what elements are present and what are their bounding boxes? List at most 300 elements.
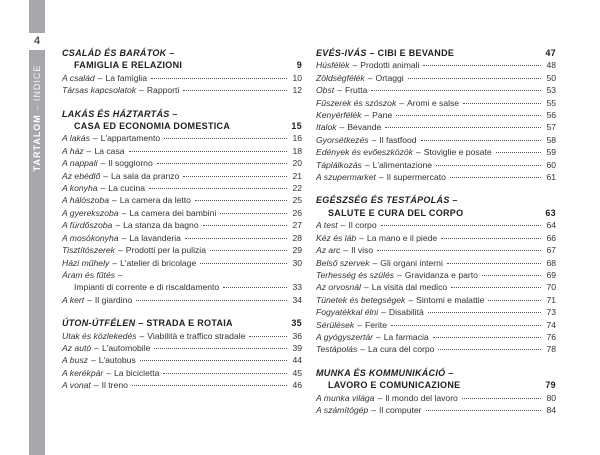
dot-leader: [151, 78, 287, 79]
entry-sep: –: [381, 307, 386, 318]
entry-page-number: 64: [546, 220, 556, 231]
toc-entry[interactable]: [62, 132, 302, 144]
section-page-number: 35: [291, 318, 302, 329]
section-heading-line[interactable]: [62, 317, 302, 329]
entry-hu: Fűszerek és szószok: [316, 97, 397, 108]
entry-sep: –: [337, 85, 342, 96]
section-page-number: 9: [296, 60, 302, 71]
entry-sep: –: [94, 342, 99, 353]
dot-leader: [433, 337, 541, 338]
dot-leader: [220, 213, 287, 214]
entry-hu: Az autó: [62, 342, 92, 353]
dot-leader: [482, 275, 541, 276]
entry-page-number: 21: [292, 170, 302, 181]
entry-it: Rapporti: [146, 85, 180, 96]
dot-leader: [447, 263, 541, 264]
toc-entry[interactable]: [316, 109, 556, 121]
entry-page-number: 58: [546, 134, 556, 145]
entry-sep: –: [106, 367, 112, 378]
entry-hu: Társas kapcsolatok: [62, 85, 137, 96]
toc-entry[interactable]: [62, 219, 302, 231]
entry-it: Gli organi interni: [380, 257, 443, 268]
section-heading-line[interactable]: [316, 379, 556, 391]
entry-sep: –: [100, 183, 106, 194]
entry-it: Pane: [372, 110, 393, 121]
entry-sep: –: [399, 97, 405, 108]
entry-sep: –: [93, 380, 99, 391]
entry-page-number: 80: [546, 392, 556, 403]
entry-hu: A ház: [62, 145, 84, 156]
toc-entry[interactable]: [316, 244, 556, 256]
entry-it: Il computer: [379, 404, 422, 415]
entry-sep: –: [92, 133, 98, 144]
entry-page-number: 70: [546, 282, 556, 293]
entry-hu: Áram és fűtés: [62, 269, 116, 280]
toc-entry[interactable]: [316, 281, 556, 293]
entry-sep: –: [340, 220, 346, 231]
toc-entry[interactable]: [316, 146, 556, 158]
entry-sep: –: [121, 232, 127, 243]
entry-it: L'atelier di bricolage: [120, 257, 197, 268]
entry-sep: –: [378, 172, 384, 183]
entry-it: Stoviglie e posate: [423, 147, 492, 158]
toc-section: [316, 47, 556, 183]
entry-it: L'automobile: [101, 342, 151, 353]
section-heading-sep: –: [366, 48, 378, 58]
dot-leader: [396, 115, 541, 116]
sidebar-label-it: INDICE: [32, 64, 42, 102]
dot-leader: [496, 152, 541, 153]
entry-page-number: 26: [292, 207, 302, 218]
entry-page-number: 73: [546, 307, 556, 318]
entry-it: La lavanderia: [129, 232, 181, 243]
dot-leader: [423, 65, 541, 66]
entry-page-number: 50: [546, 72, 556, 83]
toc-entry[interactable]: [316, 84, 556, 96]
entry-hu: Tünetek és betegségek: [316, 294, 406, 305]
toc-entry[interactable]: [316, 171, 556, 183]
dot-leader: [164, 138, 287, 139]
dot-leader: [185, 238, 287, 239]
dot-leader: [183, 176, 287, 177]
entry-page-number: 33: [292, 282, 302, 293]
section-heading-hu: LAKÁS ÉS HÁZTARTÁS –: [62, 108, 178, 119]
entry-hu: Italok: [316, 122, 337, 133]
section-heading-hu: MUNKA ÉS KOMMUNIKÁCIÓ –: [316, 367, 454, 378]
dot-leader: [223, 287, 287, 288]
entry-hu: A fürdőszoba: [62, 220, 113, 231]
dot-leader: [391, 325, 541, 326]
entry-page-number: 60: [546, 159, 556, 170]
toc-section: [62, 108, 302, 307]
entry-it: Il fastfood: [379, 134, 417, 145]
entry-sep: –: [118, 269, 123, 280]
toc-entry-hu-line: [62, 269, 302, 281]
entry-it: La visita dal medico: [371, 282, 448, 293]
dot-leader: [451, 287, 541, 288]
entry-page-number: 46: [292, 380, 302, 391]
entry-sep: –: [139, 330, 145, 341]
toc-entry[interactable]: [62, 207, 302, 219]
entry-hu: Utak és közlekedés: [62, 330, 137, 341]
toc-entry[interactable]: [316, 121, 556, 133]
entry-sep: –: [415, 147, 421, 158]
toc-section: [62, 47, 302, 97]
section-heading-line[interactable]: [62, 120, 302, 132]
toc-entry[interactable]: [62, 232, 302, 244]
entry-it: Il giardino: [94, 294, 133, 305]
dot-leader: [488, 300, 541, 301]
entry-page-number: 25: [292, 195, 302, 206]
entry-page-number: 28: [292, 232, 302, 243]
entry-page-number: 39: [292, 342, 302, 353]
entry-it: Il mondo del lavoro: [385, 392, 458, 403]
toc-entry[interactable]: [316, 72, 556, 84]
section-page-number: 79: [545, 380, 556, 391]
toc-entry[interactable]: [62, 281, 302, 293]
toc-entry[interactable]: [316, 392, 556, 404]
toc-entry[interactable]: [316, 159, 556, 171]
entry-sep: –: [121, 207, 127, 218]
dot-leader: [129, 151, 287, 152]
entry-page-number: 44: [292, 355, 302, 366]
section-heading-text: [316, 47, 540, 59]
entry-sep: –: [372, 257, 378, 268]
section-heading: [316, 194, 556, 219]
entry-page-number: 27: [292, 220, 302, 231]
entry-page-number: 55: [546, 97, 556, 108]
toc-entry[interactable]: [62, 157, 302, 169]
entry-hu: Zöldségfélék: [316, 72, 365, 83]
entry-it: Il supermercato: [386, 172, 446, 183]
dot-leader: [183, 90, 287, 91]
entry-page-number: 61: [546, 172, 556, 183]
toc-entry[interactable]: [316, 134, 556, 146]
dot-leader: [371, 90, 541, 91]
section-heading-hu: EGÉSZSÉG ÉS TESTÁPOLÁS –: [316, 195, 458, 206]
entry-it: Il soggiorno: [108, 158, 153, 169]
dot-leader: [132, 385, 287, 386]
section-heading: [316, 367, 556, 392]
entry-hu: Fogyatékkal élni: [316, 307, 379, 318]
section-heading-hu: EVÉS-IVÁS: [316, 48, 367, 58]
entry-hu: Sérülések: [316, 319, 355, 330]
dot-leader: [381, 225, 541, 226]
entry-hu: Házi műhely: [62, 257, 110, 268]
entry-hu: Gyorsétkezés: [316, 134, 369, 145]
entry-it: Aromi e salse: [407, 97, 460, 108]
dot-leader: [163, 373, 287, 374]
entry-page-number: 30: [292, 257, 302, 268]
dot-leader: [421, 140, 541, 141]
entry-page-number: 53: [546, 85, 556, 96]
entry-page-number: 71: [546, 294, 556, 305]
entry-hu: A gyógyszertár: [316, 331, 373, 342]
dot-leader: [426, 410, 541, 411]
entry-page-number: 74: [546, 319, 556, 330]
entry-sep: –: [86, 145, 92, 156]
entry-it: Disabilità: [388, 307, 424, 318]
entry-it: La mano e il piede: [366, 232, 438, 243]
entry-hu: A munka világa: [316, 392, 375, 403]
entry-sep: –: [103, 170, 109, 181]
toc-entry[interactable]: [62, 367, 302, 379]
entry-page-number: 48: [546, 60, 556, 71]
entry-it: Il viso: [351, 245, 374, 256]
entry-hu: Belső szervek: [316, 257, 370, 268]
section-heading-line: [316, 194, 556, 206]
entry-sep: –: [364, 159, 370, 170]
entry-sep: –: [364, 110, 370, 121]
entry-hu: A számítógép: [316, 404, 369, 415]
toc-entry[interactable]: [62, 354, 302, 366]
entry-hu: Táplálkozás: [316, 159, 362, 170]
toc-entry[interactable]: [316, 404, 556, 416]
section-heading-line[interactable]: [316, 47, 556, 59]
entry-it: La cura del corpo: [368, 344, 435, 355]
entry-sep: –: [112, 257, 118, 268]
dot-leader: [140, 360, 287, 361]
toc-entry[interactable]: [316, 232, 556, 244]
entry-page-number: 34: [292, 294, 302, 305]
entry-hu: A nappali: [62, 158, 98, 169]
section-heading-line: [62, 47, 302, 59]
entry-it: La sala da pranzo: [111, 170, 180, 181]
dot-leader: [385, 127, 541, 128]
entry-sep: –: [371, 404, 377, 415]
entry-hu: Az ebédlő: [62, 170, 101, 181]
dot-leader: [249, 336, 287, 337]
entry-sep: –: [357, 319, 362, 330]
entry-hu: Kenyérfélék: [316, 110, 362, 121]
entry-it: La cucina: [108, 183, 146, 194]
entry-sep: –: [339, 122, 345, 133]
entry-sep: –: [111, 195, 117, 206]
entry-sep: –: [397, 269, 402, 280]
toc-entry[interactable]: [62, 342, 302, 354]
dot-leader: [136, 300, 287, 301]
toc-entry[interactable]: [62, 194, 302, 206]
toc-entry[interactable]: [316, 331, 556, 343]
entry-sep: –: [90, 355, 96, 366]
entry-hu: A hálószoba: [62, 195, 109, 206]
entry-sep: –: [100, 158, 106, 169]
entry-it: L'appartamento: [100, 133, 161, 144]
entry-page-number: 36: [292, 330, 302, 341]
section-page-number: 63: [545, 207, 556, 218]
toc-entry[interactable]: [316, 319, 556, 331]
dot-leader: [154, 348, 287, 349]
sidebar-label: [32, 65, 42, 172]
entry-page-number: 29: [292, 245, 302, 256]
entry-hu: A kerékpár: [62, 367, 104, 378]
entry-it: Ferite: [365, 319, 387, 330]
entry-sep: –: [363, 282, 369, 293]
section-heading: [62, 317, 302, 329]
dot-leader: [436, 165, 541, 166]
entry-sep: –: [352, 60, 358, 71]
entry-hu: Terhesség és szülés: [316, 269, 395, 280]
section-heading-it: SALUTE E CURA DEL CORPO: [328, 207, 464, 218]
entry-hu: A vonat: [62, 380, 91, 391]
dot-leader: [149, 188, 287, 189]
entry-hu: A mosókonyha: [62, 232, 119, 243]
entry-it: Il corpo: [348, 220, 377, 231]
entry-sep: –: [359, 232, 364, 243]
entry-it: Impianti di corrente e di riscaldamento: [74, 282, 220, 293]
entry-it: Frutta: [344, 85, 368, 96]
dot-leader: [157, 163, 287, 164]
dot-leader: [463, 103, 541, 104]
entry-it: La camera da letto: [119, 195, 191, 206]
entry-sep: –: [97, 72, 103, 83]
entry-it: Gravidanza e parto: [404, 269, 478, 280]
entry-sep: –: [115, 220, 121, 231]
entry-page-number: 59: [546, 147, 556, 158]
entry-sep: –: [139, 85, 144, 96]
entry-sep: –: [371, 134, 377, 145]
section-heading-it: CIBI E BEVANDE: [377, 48, 455, 58]
toc-section: [316, 367, 556, 417]
entry-hu: Edények és evőeszközök: [316, 147, 413, 158]
entry-sep: –: [377, 392, 383, 403]
entry-hu: Az orvosnál: [316, 282, 361, 293]
section-heading-line[interactable]: [316, 207, 556, 219]
toc-entry[interactable]: [62, 379, 302, 391]
section-heading: [62, 108, 302, 133]
section-heading-hu: ÚTON-ÚTFÉLEN: [62, 318, 136, 329]
section-heading-it: FAMIGLIA E RELAZIONI: [74, 60, 183, 71]
section-heading-hu: CSALÁD ÉS BARÁTOK –: [62, 48, 175, 58]
entry-it: Bevande: [347, 122, 382, 133]
dot-leader: [210, 250, 287, 251]
entry-page-number: 16: [292, 133, 302, 144]
entry-it: La casa: [94, 145, 125, 156]
entry-page-number: 45: [292, 367, 302, 378]
toc-entry[interactable]: [316, 343, 556, 355]
entry-hu: A család: [62, 72, 95, 83]
toc-entry[interactable]: [316, 257, 556, 269]
entry-page-number: 68: [546, 257, 556, 268]
dot-leader: [377, 250, 541, 251]
toc-left-column: [62, 47, 302, 403]
dot-leader: [462, 398, 541, 399]
toc-entry[interactable]: [316, 306, 556, 318]
toc-entry[interactable]: [62, 294, 302, 306]
entry-hu: Az arc: [316, 245, 341, 256]
section-heading: [62, 47, 302, 72]
entry-it: Prodotti animali: [360, 60, 420, 71]
section-heading-sep: –: [135, 318, 147, 329]
section-heading-it: CASA ED ECONOMIA DOMESTICA: [74, 121, 231, 132]
section-page-number: 47: [545, 48, 556, 58]
toc-section: [316, 194, 556, 355]
entry-sep: –: [367, 72, 373, 83]
entry-it: Ortaggi: [375, 72, 404, 83]
section-heading-line: [316, 367, 556, 379]
entry-hu: A lakás: [62, 133, 90, 144]
entry-it: Sintomi e malattie: [416, 294, 485, 305]
entry-sep: –: [360, 344, 366, 355]
toc-entry[interactable]: [62, 72, 302, 84]
entry-hu: Kéz és láb: [316, 232, 357, 243]
entry-page-number: 66: [546, 232, 556, 243]
toc-entry[interactable]: [316, 269, 556, 281]
section-heading-line: [62, 108, 302, 120]
toc-entry[interactable]: [62, 84, 302, 96]
toc-entry[interactable]: [62, 257, 302, 269]
dot-leader: [438, 349, 541, 350]
entry-it: La farmacia: [383, 331, 429, 342]
sidebar-bar-top: [29, 0, 45, 33]
entry-sep: –: [87, 294, 92, 305]
toc-entry[interactable]: [316, 97, 556, 109]
section-heading-it: LAVORO E COMUNICAZIONE: [328, 380, 461, 391]
dot-leader: [203, 225, 287, 226]
toc-entry[interactable]: [62, 145, 302, 157]
entry-sep: –: [408, 294, 414, 305]
entry-page-number: 67: [546, 245, 556, 256]
entry-sep: –: [343, 245, 349, 256]
entry-hu: A test: [316, 220, 338, 231]
toc-entry[interactable]: [316, 219, 556, 231]
section-heading-line[interactable]: [62, 59, 302, 71]
entry-sep: –: [117, 245, 123, 256]
sidebar-label-sep: –: [32, 101, 42, 115]
toc-entry[interactable]: [316, 59, 556, 71]
toc-section: [62, 317, 302, 391]
entry-page-number: 84: [546, 404, 556, 415]
entry-it: La stanza da bagno: [123, 220, 199, 231]
dot-leader: [428, 312, 541, 313]
entry-hu: A szupermarket: [316, 172, 376, 183]
entry-hu: A kert: [62, 294, 85, 305]
section-page-number: 15: [291, 121, 302, 132]
sidebar-label-hu: TARTALOM: [32, 114, 42, 172]
entry-it: Viabilità e traffico stradale: [147, 330, 246, 341]
page-number: 4: [33, 35, 41, 47]
entry-it: Il treno: [101, 380, 128, 391]
section-heading-text: [62, 317, 286, 329]
entry-page-number: 12: [292, 85, 302, 96]
toc-right-column: [316, 47, 556, 427]
entry-hu: Húsfélék: [316, 60, 350, 71]
toc-entry[interactable]: [316, 294, 556, 306]
toc-entry[interactable]: [62, 170, 302, 182]
toc-entry[interactable]: [62, 182, 302, 194]
toc-entry[interactable]: [62, 244, 302, 256]
toc-entry[interactable]: [62, 330, 302, 342]
entry-hu: A gyerekszoba: [62, 207, 119, 218]
entry-it: La camera dei bambini: [129, 207, 217, 218]
entry-page-number: 18: [292, 145, 302, 156]
dot-leader: [450, 177, 541, 178]
entry-hu: A konyha: [62, 183, 98, 194]
entry-it: La bicicletta: [114, 367, 160, 378]
entry-hu: Testápolás: [316, 344, 358, 355]
entry-it: La famiglia: [105, 72, 147, 83]
entry-hu: Tisztítószerek: [62, 245, 115, 256]
entry-it: L'autobus: [98, 355, 136, 366]
entry-page-number: 22: [292, 183, 302, 194]
entry-page-number: 20: [292, 158, 302, 169]
dot-leader: [441, 238, 541, 239]
entry-page-number: 78: [546, 344, 556, 355]
entry-page-number: 76: [546, 331, 556, 342]
entry-page-number: 56: [546, 110, 556, 121]
entry-it: Prodotti per la pulizia: [125, 245, 206, 256]
entry-hu: A busz: [62, 355, 88, 366]
